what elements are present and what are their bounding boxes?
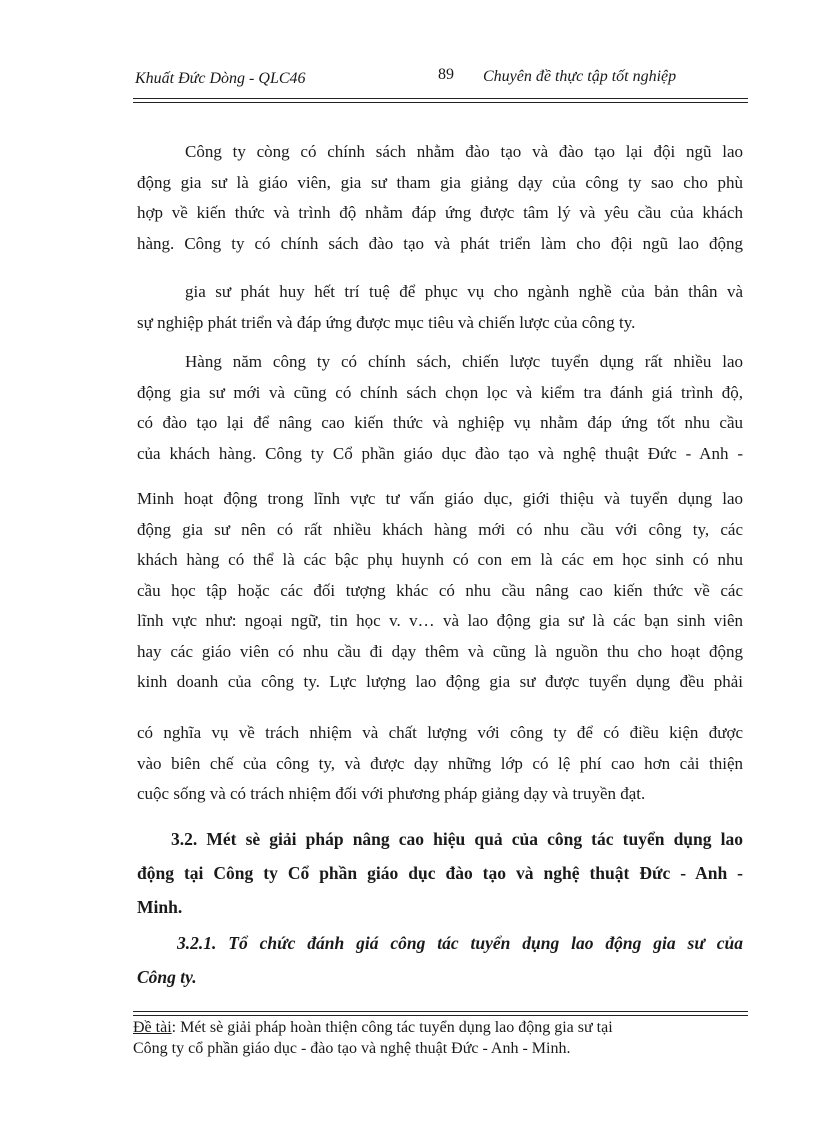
page-header	[133, 66, 748, 90]
text-line: động gia sư mới và cũng có chính sách chọn lọc và kiểm tra đánh giá trình độ,	[137, 382, 743, 402]
heading-line: 3.2. Mét sè giải pháp nâng cao hiệu quả của công tác tuyển dụng lao	[171, 829, 743, 849]
paragraph-4	[137, 484, 743, 698]
text-line: kinh doanh của công ty. Lực lượng lao động gia sư được tuyển dụng đều phải	[137, 672, 743, 691]
paragraph-2	[137, 277, 743, 338]
text-line: gia sư phát huy hết trí tuệ để phục vụ cho ngành nghề của bản thân và	[185, 282, 743, 301]
footer-rule-bottom	[133, 1015, 748, 1016]
text-line: Công ty còng có chính sách nhằm đào tạo và đào tạo lại đội ngũ lao	[185, 142, 743, 161]
heading-line: Minh.	[137, 897, 183, 917]
header-rule-top	[133, 98, 748, 99]
footer-line-1	[133, 1017, 748, 1038]
text-line: có nghĩa vụ về trách nhiệm và chất lượng với công ty để có điều kiện được	[137, 723, 743, 742]
page-footer	[133, 1017, 748, 1059]
text-line: có đào tạo lại để nâng cao kiến thức và nghiệp vụ nhằm đáp ứng tốt nhu cầu	[137, 413, 743, 432]
paragraph-1	[137, 137, 743, 259]
text-line: khách hàng có thể là các bậc phụ huynh có con em là các em học sinh có nhu	[137, 550, 743, 569]
text-line: Hàng năm công ty có chính sách, chiến lược tuyển dụng rất nhiều lao	[185, 352, 743, 371]
header-author: Khuất Đức Dòng - QLC46	[135, 70, 306, 87]
text-line: vào biên chế của công ty, và được dạy những lớp có lệ phí cao hơn cải thiện	[137, 753, 743, 773]
footer-line-2: Công ty cổ phần giáo dục - đào tạo và nghệ thuật Đức - Anh - Minh.	[133, 1040, 571, 1057]
footer-text: : Mét sè giải pháp hoàn thiện công tác tuyển dụng lao động gia sư tại	[171, 1019, 613, 1036]
text-line: cầu học tập hoặc các đối tượng khác có nhu cầu nâng cao kiến thức về các	[137, 580, 743, 600]
paragraph-3	[137, 347, 743, 469]
page-number: 89	[438, 66, 454, 83]
footer-label: Đề tài	[133, 1019, 172, 1036]
text-line: sự nghiệp phát triển và đáp ứng được mục tiêu và chiến lược của công ty.	[137, 312, 636, 332]
subsection-heading	[137, 926, 743, 994]
text-line: cuộc sống và có trách nhiệm đối với phương pháp giảng dạy và truyền đạt.	[137, 784, 646, 803]
text-line: Minh hoạt động trong lĩnh vực tư vấn giáo dục, giới thiệu và tuyển dụng lao	[137, 489, 743, 508]
text-line: động gia sư nên có rất nhiều khách hàng mới có nhu cầu với công ty, các	[137, 519, 743, 539]
text-line: hay các giáo viên có nhu cầu đi dạy thêm và cũng là nguồn thu cho hoạt động	[137, 641, 743, 661]
section-heading	[137, 822, 743, 924]
paragraph-5	[137, 718, 743, 810]
text-line: hợp về kiến thức và trình độ nhằm đáp ứng được tâm lý và yêu cầu của khách	[137, 203, 743, 222]
text-line: động gia sư là giáo viên, gia sư tham gia giảng dạy của công ty sao cho phù	[137, 172, 743, 192]
text-line: hàng. Công ty có chính sách đào tạo và phát triển làm cho đội ngũ lao động	[137, 233, 743, 253]
heading-line: 3.2.1. Tổ chức đánh giá công tác tuyển dụng lao động gia sư của	[177, 933, 743, 953]
footer-rule-top	[133, 1011, 748, 1012]
heading-line: Công ty.	[137, 967, 197, 987]
text-line: lĩnh vực như: ngoại ngữ, tin học v. v… và lao động gia sư là các bạn sinh viên	[137, 611, 743, 630]
header-rule-bottom	[133, 102, 748, 103]
text-line: của khách hàng. Công ty Cổ phần giáo dục đào tạo và nghệ thuật Đức - Anh -	[137, 443, 743, 463]
heading-line: động tại Công ty Cổ phần giáo dục đào tạo và nghệ thuật Đức - Anh -	[137, 863, 743, 883]
header-title: Chuyên đề thực tập tốt nghiệp	[483, 68, 677, 85]
